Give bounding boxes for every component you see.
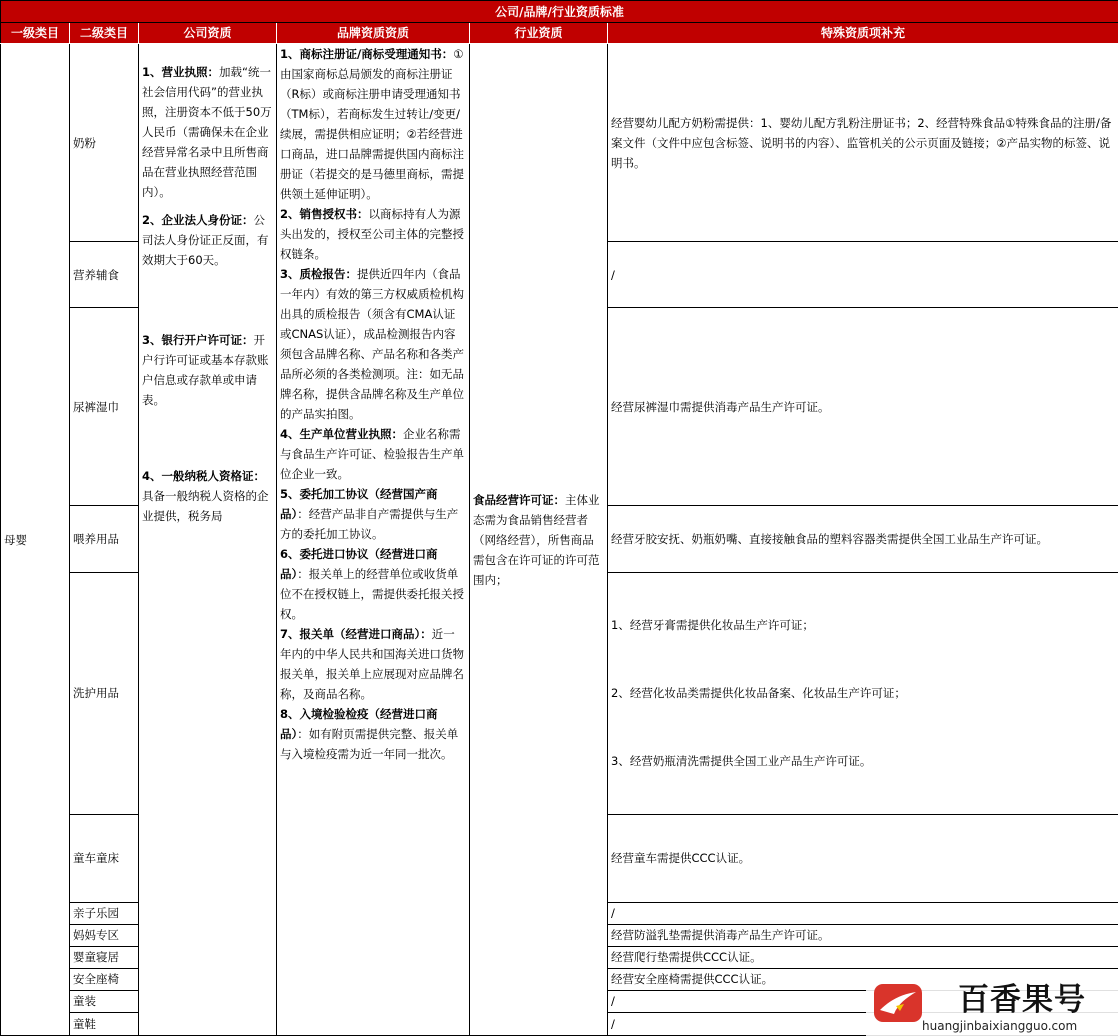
header-brand: 品牌资质资质 [277, 23, 470, 44]
level2-cell: 亲子乐园 [70, 902, 139, 924]
brand-item [280, 264, 466, 424]
table-title-row [1, 1, 1118, 23]
watermark-logo-icon [874, 984, 922, 1022]
company-qualification-cell [139, 44, 277, 1036]
special-line: 3、经营奶瓶清洗需提供全国工业产品生产许可证。 [611, 754, 872, 769]
special-cell: / [608, 242, 1118, 308]
company-item-text: 开户行许可证或基本存款账户信息或存款单或申请表。 [142, 333, 269, 408]
special-cell: 经营童车需提供CCC认证。 [608, 814, 1118, 902]
level2-cell: 婴童寝居 [70, 946, 139, 968]
special-cell: / [608, 1012, 1118, 1035]
watermark-url: huangjinbaixiangguo.com [922, 1019, 1078, 1033]
brand-item [280, 204, 466, 264]
brand-item [280, 544, 466, 624]
special-cell [608, 572, 1118, 814]
company-item-title: 1、营业执照： [142, 65, 220, 80]
brand-item [280, 44, 466, 204]
level2-cell: 童鞋 [70, 1012, 139, 1035]
special-line: 1、经营牙膏需提供化妆品生产许可证； [611, 618, 814, 633]
brand-item-title: 4、生产单位营业执照： [280, 427, 404, 442]
special-cell: / [608, 990, 1118, 1012]
company-item [142, 210, 273, 270]
brand-item-text: 提供近四年内（食品一年内）有效的第三方权威质检机构出具的质检报告（须含有CMA认证或CNAS认证），成品检测报告内容须包含品牌名称、产品名称和各类产品所必须的各类检测项。注：如无品牌名称，提供含品牌名称及生产单位的产品实拍图。 [280, 267, 464, 422]
watermark-swoosh-icon [874, 984, 922, 1022]
company-item-text: 公司法人身份证正反面，有效期大于60天。 [142, 213, 269, 268]
special-cell: 经营尿裤湿巾需提供消毒产品生产许可证。 [608, 308, 1118, 506]
brand-item [280, 424, 466, 484]
level2-cell: 奶粉 [70, 44, 139, 242]
level2-cell: 营养辅食 [70, 242, 139, 308]
watermark [866, 978, 1118, 1036]
special-line: 2、经营化妆品类需提供化妆品备案、化妆品生产许可证； [611, 686, 906, 701]
level1-cell: 母婴 [1, 44, 70, 1036]
level2-cell: 洗护用品 [70, 572, 139, 814]
brand-item-title: 1、商标注册证/商标受理通知书： [280, 47, 454, 62]
industry-title: 食品经营许可证： [473, 492, 565, 507]
level2-cell: 喂养用品 [70, 506, 139, 572]
company-item [142, 466, 273, 526]
level2-cell: 童车童床 [70, 814, 139, 902]
special-cell: 经营防溢乳垫需提供消毒产品生产许可证。 [608, 924, 1118, 946]
industry-qualification-cell [470, 44, 608, 1036]
watermark-text: 百香果号 [958, 982, 1086, 1018]
brand-item-title: 3、质检报告： [280, 267, 358, 282]
level2-cell: 妈妈专区 [70, 924, 139, 946]
company-item-text: 具备一般纳税人资格的企业提供，税务局 [142, 489, 269, 524]
brand-item [280, 484, 466, 544]
special-cell: 经营安全座椅需提供CCC认证。 [608, 968, 1118, 990]
special-cell: / [608, 902, 1118, 924]
level2-cell: 安全座椅 [70, 968, 139, 990]
header-company: 公司资质 [139, 23, 277, 44]
company-item-title: 2、企业法人身份证： [142, 213, 254, 228]
table-row [1, 44, 1118, 242]
level2-cell: 童装 [70, 990, 139, 1012]
brand-item-title: 7、报关单（经营进口商品）： [280, 627, 432, 642]
brand-item-text: ①由国家商标总局颁发的商标注册证（R标）或商标注册申请受理通知书（TM标），若商标发生过转让/变更/续展，需提供相应证明；②若经营进口商品，进口品牌需提供国内商标注册证（若提交的是马德里商标，需提供领土延伸证明）。 [280, 47, 464, 202]
industry-text: 主体业态需为食品销售经营者（网络经营），所售商品需包含在许可证的许可范围内； [473, 492, 600, 587]
header-level2: 二级类目 [70, 23, 139, 44]
brand-item [280, 624, 466, 704]
company-item-text: 加载“统一社会信用代码”的营业执照，注册资本不低于50万人民币（需确保未在企业经营异常名录中且所售商品在营业执照经营范围内）。 [142, 65, 272, 200]
table-header-row [1, 23, 1118, 44]
brand-item [280, 704, 466, 764]
brand-item-text: ：报关单上的经营单位或收货单位不在授权链上，需提供委托报关授权。 [280, 567, 464, 622]
level2-cell: 尿裤湿巾 [70, 308, 139, 506]
brand-item-text: 企业名称需与食品生产许可证、检验报告生产单位企业一致。 [280, 427, 464, 482]
company-item-title: 4、一般纳税人资格证： [142, 469, 266, 484]
brand-item-title: 2、销售授权书： [280, 207, 369, 222]
special-cell: 经营牙胶安抚、奶瓶奶嘴、直接接触食品的塑料容器类需提供全国工业品生产许可证。 [608, 506, 1118, 572]
brand-item-title: 8、入境检验检疫（经营进口商品） [280, 707, 438, 742]
company-item [142, 330, 273, 410]
brand-item-text: ：如有附页需提供完整、报关单与入境检疫需为近一年同一批次。 [280, 727, 459, 762]
brand-item-title: 6、委托进口协议（经营进口商品） [280, 547, 438, 582]
header-special: 特殊资质项补充 [608, 23, 1118, 44]
brand-item-text: 以商标持有人为源头出发的，授权至公司主体的完整授权链条。 [280, 207, 464, 262]
brand-item-text: 近一年内的中华人民共和国海关进口货物报关单，报关单上应展现对应品牌名称，及商品名称。 [280, 627, 464, 702]
special-cell: 经营爬行垫需提供CCC认证。 [608, 946, 1118, 968]
header-level1: 一级类目 [1, 23, 70, 44]
special-cell: 经营婴幼儿配方奶粉需提供：1、婴幼儿配方乳粉注册证书；2、经营特殊食品①特殊食品的注册/备案文件（文件中应包含标签、说明书的内容）、监管机关的公示页面及链接；②产品实物的标签、说明书。 [608, 44, 1118, 242]
brand-item-title: 5、委托加工协议（经营国产商品） [280, 487, 438, 522]
header-industry: 行业资质 [470, 23, 608, 44]
table-title: 公司/品牌/行业资质标准 [1, 1, 1118, 23]
company-item [142, 62, 273, 202]
company-item-title: 3、银行开户许可证： [142, 333, 254, 348]
brand-qualification-cell [277, 44, 470, 1036]
brand-item-text: ：经营产品非自产需提供与生产方的委托加工协议。 [280, 507, 459, 542]
